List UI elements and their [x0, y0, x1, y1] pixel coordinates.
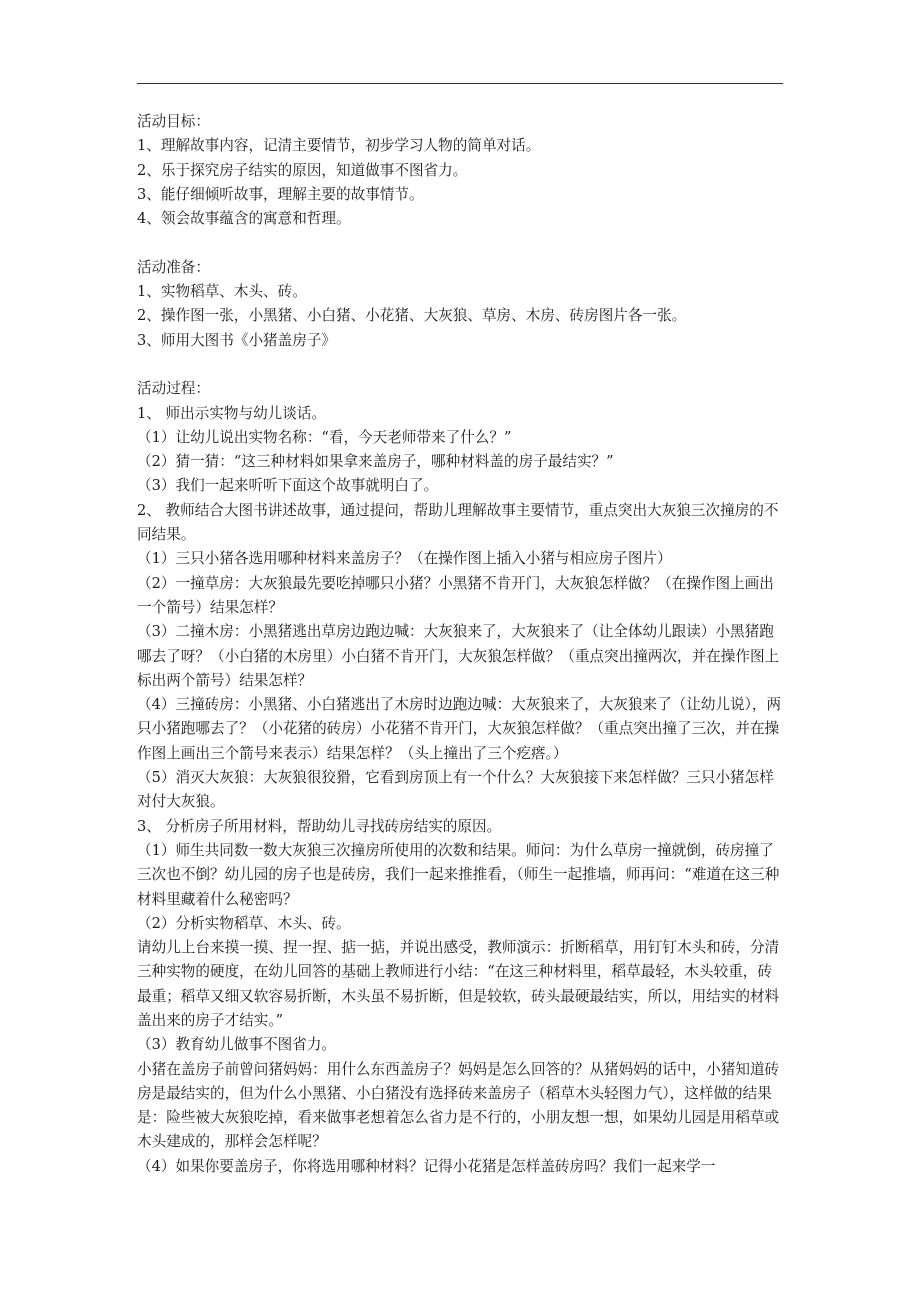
goals-item: 4、领会故事蕴含的寓意和哲理。	[137, 210, 351, 228]
process-paragraph: （3）二撞木房：小黑猪逃出草房边跑边喊：大灰狼来了，大灰狼来了（让全体幼儿跟读）小黑猪跑哪去了呀？（小白猪的木房里）小白猪不肯开门，大灰狼怎样做？（重点突出撞两次，并在操作图上标出两个箭号）结果怎样？	[137, 623, 780, 689]
process-paragraph: 1、 师出示实物与幼儿谈话。	[137, 404, 327, 422]
process-paragraph: （3）教育幼儿做事不图省力。	[137, 1036, 337, 1054]
document-body	[137, 110, 783, 1179]
spacer	[137, 353, 783, 377]
process-paragraph: （1）三只小猪各选用哪种材料来盖房子？（在操作图上插入小猪与相应房子图片）	[137, 550, 672, 568]
process-paragraph: （3）我们一起来听听下面这个故事就明白了。	[137, 477, 439, 495]
process-paragraph: （1）让幼儿说出实物名称：“看，今天老师带来了什么？”	[137, 428, 512, 446]
process-paragraph: 请幼儿上台来摸一摸、捏一捏、掂一掂，并说出感受，教师演示：折断稻草，用钉钉木头和砖，分清三种实物的硬度，在幼儿回答的基础上教师进行小结：“在这三种材料里，稻草最轻，木头较重，砖最重；稻草又细又软容易折断，木头虽不易折断，但是较软，砖头最硬最结实，所以，用结实的材料盖出来的房子才结实。”	[137, 939, 780, 1029]
prep-item: 3、师用大图书《小猪盖房子》	[137, 331, 337, 349]
prep-item: 1、实物稻草、木头、砖。	[137, 283, 307, 301]
goals-item: 2、乐于探究房子结实的原因，知道做事不图省力。	[137, 161, 468, 179]
process-paragraph: 3、 分析房子所用材料，帮助幼儿寻找砖房结实的原因。	[137, 817, 502, 835]
process-paragraph: （5）消灭大灰狼：大灰狼很狡猾，它看到房顶上有一个什么？大灰狼接下来怎样做？三只小猪怎样对付大灰狼。	[137, 769, 774, 811]
spacer	[137, 231, 783, 255]
process-paragraph: （1）师生共同数一数大灰狼三次撞房所使用的次数和结果。师问：为什么草房一撞就倒，砖房撞了三次也不倒？幼儿园的房子也是砖房，我们一起来推推看，（师生一起推墙，师再问：“难道在这三种材料里藏着什么秘密吗？	[137, 841, 780, 908]
process-paragraph: 小猪在盖房子前曾问猪妈妈：用什么东西盖房子？妈妈是怎么回答的？从猪妈妈的话中，小猪知道砖房是最结实的，但为什么小黑猪、小白猪没有选择砖来盖房子（稻草木头轻图力气），这样做的结果是：险些被大灰狼吃掉，看来做事老想着怎么省力是不行的，小朋友想一想，如果幼儿园是用稻草或木头建成的，那样会怎样呢？	[137, 1060, 780, 1151]
process-paragraph: （2）分析实物稻草、木头、砖。	[137, 914, 351, 932]
prep-item: 2、操作图一张，小黑猪、小白猪、小花猪、大灰狼、草房、木房、砖房图片各一张。	[137, 307, 687, 325]
prep-heading: 活动准备：	[137, 258, 210, 276]
process-heading: 活动过程：	[137, 380, 210, 398]
process-paragraph: （4）如果你要盖房子，你将选用哪种材料？记得小花猪是怎样盖砖房吗？我们一起来学一	[137, 1157, 716, 1175]
header-rule	[137, 83, 783, 84]
process-paragraph: 2、 教师结合大图书讲述故事，通过提问，帮助儿理解故事主要情节，重点突出大灰狼三次撞房的不同结果。	[137, 501, 779, 544]
goals-item: 1、理解故事内容，记清主要情节，初步学习人物的简单对话。	[137, 137, 541, 155]
goals-item: 3、能仔细倾听故事，理解主要的故事情节。	[137, 185, 424, 203]
process-paragraph: （4）三撞砖房：小黑猪、小白猪逃出了木房时边跑边喊：大灰狼来了，大灰狼来了（让幼儿说），两只小猪跑哪去了？（小花猪的砖房）小花猪不肯开门，大灰狼怎样做？（重点突出撞了三次，并在操作图上画出三个箭号来表示）结果怎样？（头上撞出了三个疙瘩。）	[137, 696, 782, 762]
goals-heading: 活动目标：	[137, 113, 210, 130]
process-paragraph: （2）猜一猜：“这三种材料如果拿来盖房子，哪种材料盖的房子最结实？”	[137, 453, 614, 471]
process-paragraph: （2）一撞草房：大灰狼最先要吃掉哪只小猪？小黑猪不肯开门，大灰狼怎样做？（在操作图上画出一个箭号）结果怎样？	[137, 574, 774, 616]
